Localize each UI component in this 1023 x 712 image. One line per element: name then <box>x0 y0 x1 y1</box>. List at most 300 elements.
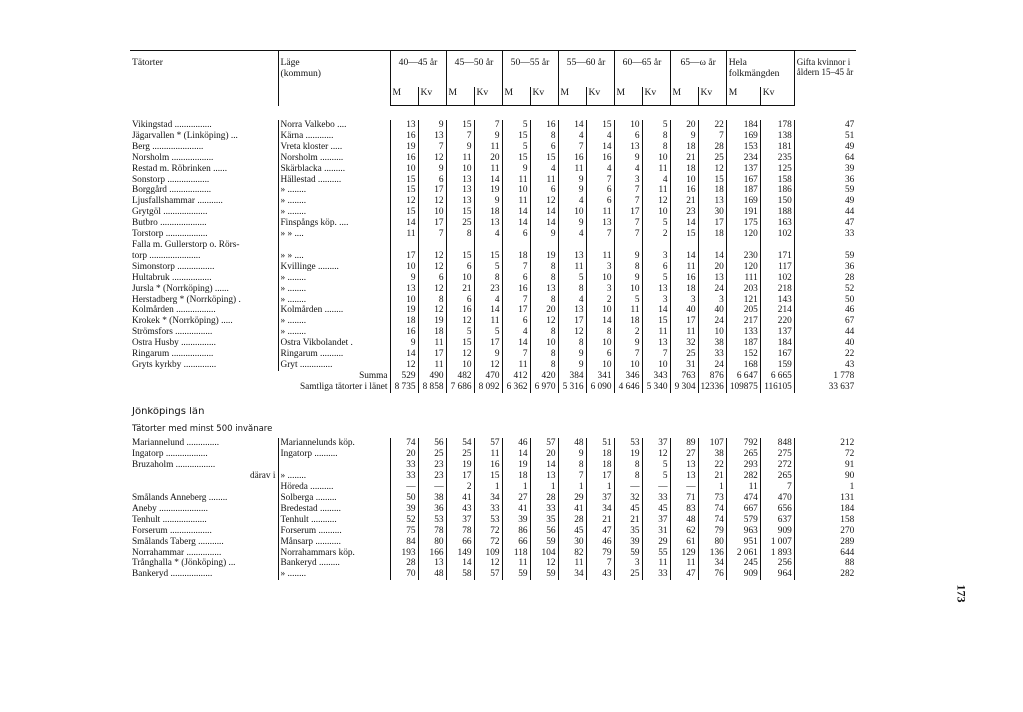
section-summary <box>130 371 856 393</box>
value-cell: 33 <box>642 569 670 580</box>
value-cell: 43 <box>446 504 474 515</box>
value-cell: 909 <box>760 526 794 537</box>
row-locality: torp ...................... <box>132 250 201 261</box>
value-cell: 5 <box>614 295 642 306</box>
value-cell: 18 <box>698 229 726 240</box>
value-cell: 39 <box>390 504 418 515</box>
value-cell: 14 <box>502 218 530 229</box>
value-cell: 15 <box>446 120 474 131</box>
value-cell: 17 <box>418 218 446 229</box>
value-cell: 48 <box>558 438 586 449</box>
header-m: M <box>502 87 530 106</box>
value-cell: 28 <box>794 273 856 284</box>
value-cell: 5 <box>642 218 670 229</box>
row-locality: Smålands Taberg ........... <box>132 536 224 547</box>
value-cell: 120 <box>726 262 760 273</box>
value-cell: 8 858 <box>418 382 446 393</box>
value-cell: 57 <box>530 438 558 449</box>
table-row <box>130 175 856 186</box>
value-cell: 32 <box>614 493 642 504</box>
value-cell: 14 <box>530 218 558 229</box>
value-cell: 27 <box>670 449 698 460</box>
value-cell: 14 <box>586 142 614 153</box>
value-cell: 14 <box>670 251 698 262</box>
value-cell: 7 <box>502 349 530 360</box>
value-cell: 10 <box>586 273 614 284</box>
value-cell: 184 <box>760 338 794 349</box>
value-cell: 13 <box>558 305 586 316</box>
value-cell: 346 <box>614 371 642 382</box>
value-cell: 12 <box>418 284 446 295</box>
value-cell: 14 <box>670 218 698 229</box>
value-cell: 20 <box>530 305 558 316</box>
value-cell: 39 <box>502 515 530 526</box>
value-cell: 10 <box>502 185 530 196</box>
value-cell: 203 <box>726 284 760 295</box>
value-cell: 11 <box>502 196 530 207</box>
value-cell: 6 <box>586 185 614 196</box>
value-cell: 8 <box>614 460 642 471</box>
value-cell: 5 <box>502 142 530 153</box>
row-municipality: Skärblacka ......... <box>278 164 390 175</box>
value-cell: 9 <box>390 338 418 349</box>
table-row <box>130 504 856 515</box>
value-cell: 7 <box>614 229 642 240</box>
value-cell: 46 <box>794 305 856 316</box>
value-cell: 9 <box>670 131 698 142</box>
row-municipality: » ........ <box>278 185 390 196</box>
value-cell: 876 <box>698 371 726 382</box>
value-cell: 3 <box>614 175 642 186</box>
value-cell: 4 <box>586 164 614 175</box>
value-cell: 25 <box>614 569 642 580</box>
value-cell: 120 <box>726 229 760 240</box>
row-municipality: Mariannelunds köp. <box>278 438 390 449</box>
row-locality: Restad m. Röbrinken ...... <box>132 163 228 174</box>
value-cell: 45 <box>614 504 642 515</box>
row-municipality: Ingatorp .......... <box>278 449 390 460</box>
value-cell: 91 <box>794 460 856 471</box>
value-cell: 13 <box>614 142 642 153</box>
value-cell: 64 <box>794 153 856 164</box>
value-cell: 102 <box>760 273 794 284</box>
value-cell: 121 <box>726 295 760 306</box>
value-cell: 13 <box>698 196 726 207</box>
value-cell: 39 <box>614 537 642 548</box>
value-cell: 45 <box>642 504 670 515</box>
samtliga-label: Samtliga tätorter i länet <box>299 381 388 392</box>
value-cell: 4 <box>558 131 586 142</box>
value-cell: 23 <box>474 284 502 295</box>
table-row <box>130 438 856 449</box>
value-cell: 15 <box>502 153 530 164</box>
value-cell: 78 <box>446 526 474 537</box>
value-cell: 9 <box>614 338 642 349</box>
value-cell: 184 <box>794 504 856 515</box>
value-cell: 28 <box>390 558 418 569</box>
value-cell: 11 <box>642 327 670 338</box>
value-cell: 19 <box>390 142 418 153</box>
table-row <box>130 338 856 349</box>
value-cell: 30 <box>698 207 726 218</box>
value-cell: 27 <box>502 493 530 504</box>
value-cell: 12 <box>390 196 418 207</box>
value-cell: 175 <box>726 218 760 229</box>
value-cell: 9 <box>474 131 502 142</box>
row-locality: Hultabruk ................. <box>132 272 212 283</box>
value-cell: 8 <box>530 327 558 338</box>
value-cell: 18 <box>670 164 698 175</box>
row-locality: Bruzaholm ................. <box>132 460 216 471</box>
value-cell: 25 <box>670 349 698 360</box>
value-cell: 23 <box>418 471 446 482</box>
row-locality: Mariannelund .............. <box>132 438 220 449</box>
value-cell: 644 <box>794 548 856 559</box>
header-kv: Kv <box>474 87 502 106</box>
value-cell: 482 <box>446 371 474 382</box>
value-cell: 57 <box>474 438 502 449</box>
value-cell: 9 <box>558 185 586 196</box>
value-cell: — <box>670 482 698 493</box>
value-cell: 14 <box>698 251 726 262</box>
value-cell: 5 <box>502 120 530 131</box>
value-cell: 13 <box>390 120 418 131</box>
county-title: Jönköpings län <box>132 406 205 417</box>
value-cell: 33 637 <box>794 382 856 393</box>
value-cell: 167 <box>760 349 794 360</box>
value-cell: 129 <box>670 548 698 559</box>
value-cell: 28 <box>530 493 558 504</box>
value-cell: 10 <box>418 207 446 218</box>
value-cell: 10 <box>698 327 726 338</box>
value-cell: 1 007 <box>760 537 794 548</box>
value-cell: 7 <box>614 218 642 229</box>
table-row <box>130 548 856 559</box>
value-cell: 13 <box>446 185 474 196</box>
value-cell: 44 <box>794 327 856 338</box>
value-cell: 10 <box>614 360 642 371</box>
header-tatorter: Tätorter <box>132 57 163 68</box>
value-cell: 193 <box>390 548 418 559</box>
value-cell: 230 <box>726 251 760 262</box>
value-cell: 143 <box>760 295 794 306</box>
value-cell: 72 <box>474 537 502 548</box>
table-row <box>130 482 856 493</box>
value-cell: 48 <box>670 515 698 526</box>
row-municipality: » ........ <box>278 196 390 207</box>
row-municipality: » ........ <box>278 327 390 338</box>
value-cell: 14 <box>586 316 614 327</box>
value-cell <box>530 240 558 251</box>
value-cell: 31 <box>642 526 670 537</box>
value-cell: 17 <box>586 471 614 482</box>
row-municipality: Höreda .......... <box>278 482 390 493</box>
value-cell: 117 <box>760 262 794 273</box>
value-cell: 15 <box>474 471 502 482</box>
value-cell: 79 <box>698 526 726 537</box>
value-cell <box>698 240 726 251</box>
value-cell: 265 <box>760 471 794 482</box>
value-cell: 17 <box>502 305 530 316</box>
row-locality: Ringarum .................. <box>132 349 214 360</box>
value-cell: 6 <box>418 175 446 186</box>
value-cell: 9 <box>614 153 642 164</box>
value-cell: 17 <box>390 251 418 262</box>
value-cell: 35 <box>614 526 642 537</box>
value-cell: 412 <box>502 371 530 382</box>
value-cell: 21 <box>670 153 698 164</box>
value-cell: 47 <box>586 526 614 537</box>
value-cell: 66 <box>446 537 474 548</box>
value-cell: 90 <box>794 471 856 482</box>
value-cell: 9 <box>474 349 502 360</box>
table-row <box>130 218 856 229</box>
value-cell: 8 <box>642 131 670 142</box>
value-cell: 6 <box>446 295 474 306</box>
value-cell: 763 <box>670 371 698 382</box>
value-cell: 11 <box>390 229 418 240</box>
value-cell: 178 <box>760 120 794 131</box>
value-cell: 9 <box>446 142 474 153</box>
value-cell: 36 <box>794 262 856 273</box>
header-lage-label: Läge <box>280 57 300 68</box>
row-municipality: Forserum .......... <box>278 526 390 537</box>
value-cell: 17 <box>558 316 586 327</box>
value-cell: 22 <box>698 120 726 131</box>
value-cell: 33 <box>390 471 418 482</box>
row-locality: Smålands Anneberg ........ <box>132 493 228 503</box>
table-row <box>130 349 856 360</box>
value-cell: 102 <box>760 229 794 240</box>
value-cell: 15 <box>446 338 474 349</box>
row-municipality: » ........ <box>278 284 390 295</box>
value-cell: 6 362 <box>502 382 530 393</box>
value-cell: 12 <box>474 558 502 569</box>
row-locality: Sonstorp .................. <box>132 174 210 185</box>
row-locality: Aneby ..................... <box>132 503 208 514</box>
value-cell: 289 <box>794 537 856 548</box>
value-cell: 86 <box>502 526 530 537</box>
row-municipality: Norsholm .......... <box>278 153 390 164</box>
table-row <box>130 493 856 504</box>
value-cell: 12 <box>530 196 558 207</box>
row-locality: Borggård .................. <box>132 185 212 196</box>
value-cell: 19 <box>390 305 418 316</box>
value-cell: 272 <box>760 460 794 471</box>
value-cell: 18 <box>586 460 614 471</box>
value-cell: 14 <box>446 558 474 569</box>
value-cell: 25 <box>446 449 474 460</box>
value-cell: 41 <box>558 504 586 515</box>
table-row <box>130 569 856 580</box>
value-cell: 12 <box>418 251 446 262</box>
value-cell: 10 <box>390 295 418 306</box>
value-cell: 10 <box>530 338 558 349</box>
value-cell: 20 <box>530 449 558 460</box>
header-m: M <box>558 87 586 106</box>
value-cell: 41 <box>502 504 530 515</box>
value-cell: 19 <box>530 251 558 262</box>
row-locality: Trånghalla * (Jönköping) ... <box>132 558 236 569</box>
header-kv: Kv <box>530 87 558 106</box>
value-cell: 7 <box>474 120 502 131</box>
value-cell: 24 <box>698 360 726 371</box>
value-cell: 74 <box>698 515 726 526</box>
row-municipality: » ........ <box>278 569 390 580</box>
value-cell: 184 <box>726 120 760 131</box>
table-row <box>130 207 856 218</box>
value-cell: 15 <box>390 185 418 196</box>
value-cell: 62 <box>670 526 698 537</box>
value-cell: 11 <box>586 251 614 262</box>
value-cell: 11 <box>502 360 530 371</box>
value-cell: 136 <box>698 548 726 559</box>
value-cell: 7 <box>642 349 670 360</box>
value-cell: 11 <box>418 338 446 349</box>
value-cell: 18 <box>502 251 530 262</box>
header-m: M <box>670 87 698 106</box>
value-cell: 6 <box>586 349 614 360</box>
value-cell: 5 <box>446 327 474 338</box>
value-cell: 17 <box>614 207 642 218</box>
value-cell: 10 <box>390 164 418 175</box>
value-cell: 21 <box>586 515 614 526</box>
header-age-50-55: 50—55 år <box>502 51 558 87</box>
value-cell: 33 <box>474 504 502 515</box>
value-cell: 31 <box>670 360 698 371</box>
value-cell: 3 <box>586 284 614 295</box>
value-cell: 205 <box>726 305 760 316</box>
value-cell: 9 <box>390 273 418 284</box>
value-cell: 7 <box>502 295 530 306</box>
value-cell: 2 <box>614 327 642 338</box>
value-cell: 186 <box>760 185 794 196</box>
value-cell: 10 <box>446 273 474 284</box>
value-cell: 51 <box>586 438 614 449</box>
county-subtitle: Tätorter med minst 500 invånare <box>132 423 273 434</box>
value-cell: 13 <box>474 218 502 229</box>
row-municipality: Ringarum .......... <box>278 349 390 360</box>
value-cell: 6 <box>614 131 642 142</box>
value-cell: 245 <box>726 558 760 569</box>
value-cell <box>418 240 446 251</box>
value-cell: 41 <box>446 493 474 504</box>
value-cell: 71 <box>670 493 698 504</box>
value-cell <box>586 240 614 251</box>
value-cell: 22 <box>794 349 856 360</box>
value-cell: 656 <box>760 504 794 515</box>
value-cell: 12 <box>390 360 418 371</box>
value-cell: 8 <box>530 131 558 142</box>
value-cell: 22 <box>698 460 726 471</box>
value-cell: 38 <box>698 338 726 349</box>
value-cell <box>502 240 530 251</box>
value-cell: 16 <box>474 460 502 471</box>
value-cell: 8 <box>530 295 558 306</box>
value-cell: 149 <box>446 548 474 559</box>
value-cell: 12 <box>530 558 558 569</box>
value-cell: 8 <box>530 360 558 371</box>
value-cell: 4 <box>502 327 530 338</box>
value-cell: 8 <box>586 327 614 338</box>
value-cell: 13 <box>530 471 558 482</box>
value-cell: 18 <box>614 316 642 327</box>
table-row <box>130 131 856 142</box>
value-cell: 529 <box>390 371 418 382</box>
value-cell: 12 <box>642 449 670 460</box>
value-cell: 474 <box>726 493 760 504</box>
value-cell: 384 <box>558 371 586 382</box>
value-cell: 14 <box>558 120 586 131</box>
value-cell: 37 <box>642 515 670 526</box>
row-municipality: Kvillinge ......... <box>278 262 390 273</box>
value-cell: 37 <box>586 493 614 504</box>
value-cell: 18 <box>670 142 698 153</box>
value-cell <box>446 240 474 251</box>
value-cell: 282 <box>794 569 856 580</box>
row-locality: Simonstorp ................ <box>132 261 215 272</box>
value-cell: 79 <box>586 548 614 559</box>
value-cell: 15 <box>642 316 670 327</box>
row-locality <box>130 482 278 493</box>
value-cell: 187 <box>726 185 760 196</box>
table-row <box>130 120 856 131</box>
value-cell: 21 <box>698 471 726 482</box>
value-cell: 8 <box>474 273 502 284</box>
value-cell: 18 <box>418 327 446 338</box>
value-cell: 9 <box>474 196 502 207</box>
value-cell: 29 <box>642 537 670 548</box>
value-cell: 37 <box>642 438 670 449</box>
value-cell: 9 <box>614 273 642 284</box>
value-cell: 33 <box>642 493 670 504</box>
value-cell: 7 <box>502 262 530 273</box>
value-cell: 17 <box>474 338 502 349</box>
value-cell: 19 <box>474 185 502 196</box>
value-cell: 9 <box>502 164 530 175</box>
table-row <box>130 558 856 569</box>
row-municipality: » » .... <box>278 229 390 240</box>
value-cell: 89 <box>670 438 698 449</box>
value-cell: 13 <box>446 175 474 186</box>
value-cell: 15 <box>474 251 502 262</box>
value-cell: 18 <box>474 207 502 218</box>
row-locality: Kolmården ................. <box>132 305 216 316</box>
value-cell: 6 <box>418 273 446 284</box>
value-cell: 20 <box>670 120 698 131</box>
value-cell: 59 <box>794 251 856 262</box>
value-cell: 169 <box>726 131 760 142</box>
value-cell: 75 <box>390 526 418 537</box>
section-jonkoping-header <box>130 393 856 439</box>
table-row <box>130 449 856 460</box>
value-cell: 40 <box>698 305 726 316</box>
value-cell: 235 <box>760 153 794 164</box>
value-cell: 47 <box>794 120 856 131</box>
value-cell: 17 <box>418 349 446 360</box>
value-cell: 220 <box>760 316 794 327</box>
value-cell: 43 <box>586 569 614 580</box>
value-cell: 18 <box>670 284 698 295</box>
value-cell: 8 <box>614 471 642 482</box>
row-locality: Tenhult ................... <box>132 514 207 525</box>
value-cell: 33 <box>698 349 726 360</box>
value-cell: 18 <box>698 185 726 196</box>
row-locality: Berg ...................... <box>132 141 204 152</box>
value-cell: 72 <box>794 449 856 460</box>
value-cell: 5 <box>642 273 670 284</box>
value-cell: 14 <box>530 207 558 218</box>
